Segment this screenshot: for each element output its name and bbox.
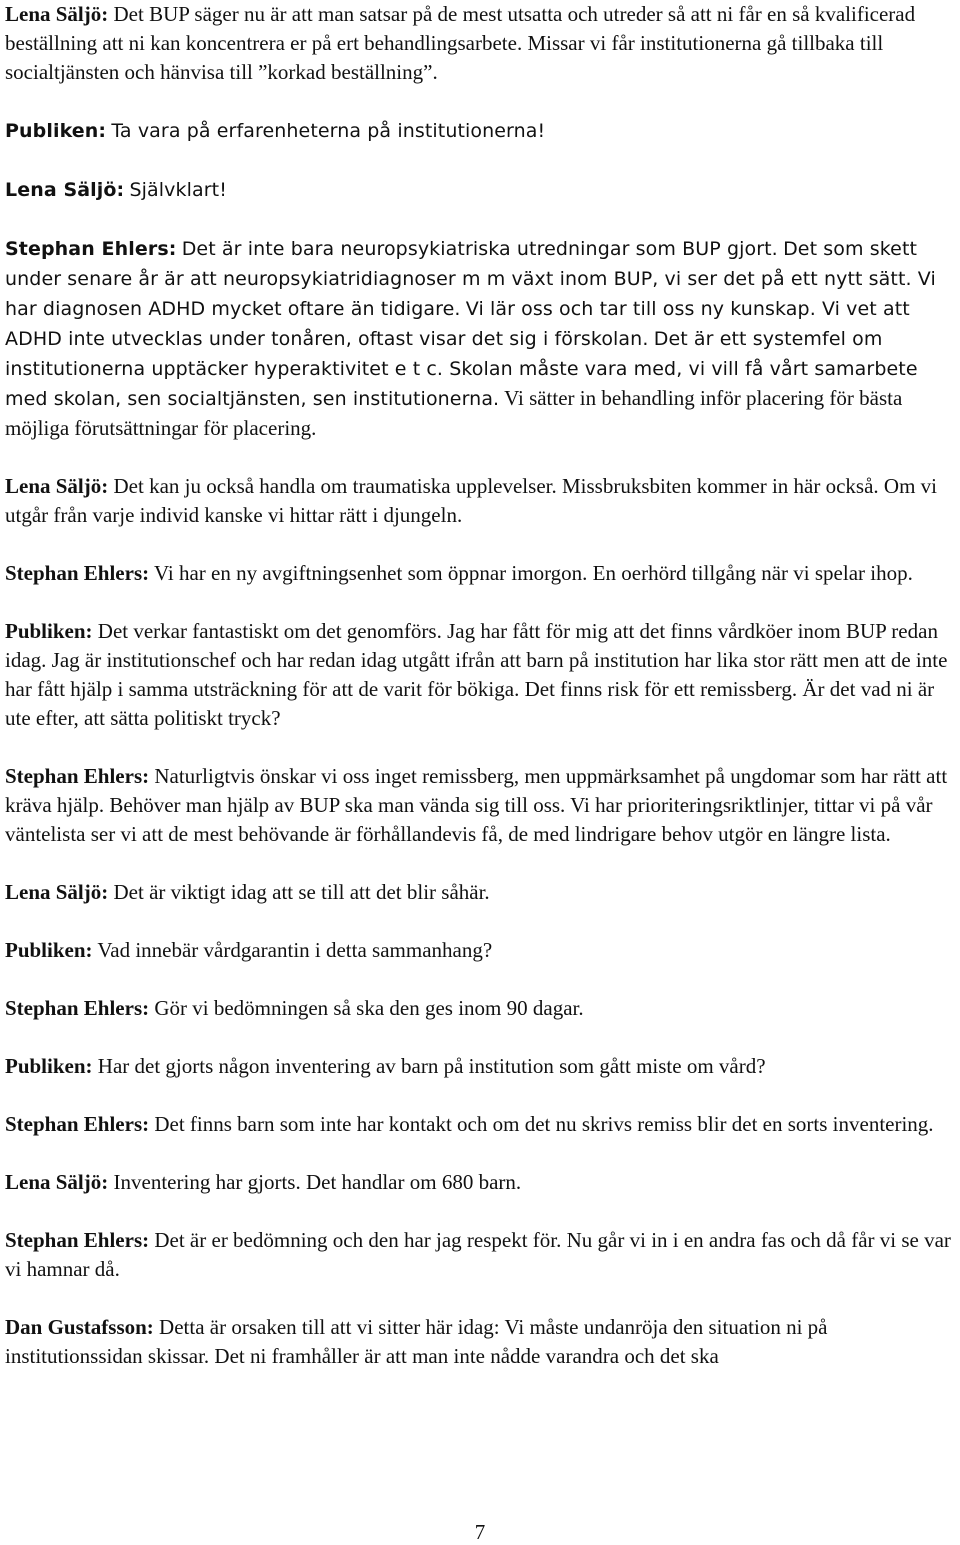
speech-text: Det BUP säger nu är att man satsar på de mest utsatta och utreder så att ni får en så kvalificerad beställning att ni kan koncentrera er på ert behandlingsarbete. Missar vi får institutionerna gå tillbaka till socialtjänsten och hänvisa till ”korkad beställning”. bbox=[5, 2, 916, 84]
speech-text: Det som skett under senare år är att neuropsykiatridiagnoser m m växt inom BUP, vi ser det på ett nytt sätt. Vi har diagnosen ADHD mycket oftare än tidigare. bbox=[5, 238, 936, 320]
speaker-name: Lena Säljö: bbox=[5, 2, 109, 26]
transcript-paragraph bbox=[5, 1052, 957, 1081]
transcript-paragraph bbox=[5, 994, 957, 1023]
transcript-paragraph bbox=[5, 878, 957, 907]
transcript-paragraph bbox=[5, 1313, 957, 1371]
speaker-name: Lena Säljö: bbox=[5, 1170, 109, 1194]
speech-text: Det finns barn som inte har kontakt och om det nu skrivs remiss blir det en sorts inventering. bbox=[154, 1112, 934, 1136]
speech-text: Ta vara på erfarenheterna på institutionerna! bbox=[111, 120, 546, 142]
transcript-paragraph bbox=[5, 1168, 957, 1197]
transcript-paragraph bbox=[5, 116, 957, 146]
speech-text: Naturligtvis önskar vi oss inget remissberg, men uppmärksamhet på ungdomar som har rätt att kräva hjälp. Behöver man hjälp av BUP ska man vända sig till oss. Vi har prioriteringsriktlinjer, tittar vi på vår väntelista ser vi att de mest behövande är förhållandevis få, de med lindrigare behov utgör en längre lista. bbox=[5, 764, 948, 846]
speaker-name: Lena Säljö: bbox=[5, 179, 125, 201]
speaker-name: Publiken: bbox=[5, 619, 93, 643]
page-number: 7 bbox=[474, 1520, 486, 1544]
speaker-name: Stephan Ehlers: bbox=[5, 764, 150, 788]
speaker-name: Lena Säljö: bbox=[5, 474, 109, 498]
transcript-paragraph bbox=[5, 617, 957, 733]
speech-text: Det kan ju också handla om traumatiska upplevelser. Missbruksbiten kommer in här också. Om vi utgår från varje individ kanske vi hittar rätt i djungeln. bbox=[5, 474, 938, 527]
speech-text: Har det gjorts någon inventering av barn på institution som gått miste om vård? bbox=[97, 1054, 766, 1078]
speaker-name: Stephan Ehlers: bbox=[5, 1228, 150, 1252]
transcript-paragraph bbox=[5, 762, 957, 849]
speech-text: Detta är orsaken till att vi sitter här idag: Vi måste undanröja den situation ni på institutionssidan skissar. Det ni framhåller är att man inte nådde varandra och det ska bbox=[5, 1315, 828, 1368]
speaker-name: Publiken: bbox=[5, 120, 107, 142]
speaker-name: Stephan Ehlers: bbox=[5, 238, 177, 260]
speaker-name: Stephan Ehlers: bbox=[5, 996, 150, 1020]
speech-text: Det är ett systemfel om institutionerna upptäcker hyperaktivitet e t c. Skolan måste vara med, vi vill få vårt samarbete med skolan, sen socialtjänsten, sen institutionerna. bbox=[5, 328, 918, 410]
speech-text: Inventering har gjorts. Det handlar om 680 barn. bbox=[113, 1170, 522, 1194]
transcript-paragraph bbox=[5, 472, 957, 530]
transcript-paragraph bbox=[5, 234, 957, 443]
speaker-name: Lena Säljö: bbox=[5, 880, 109, 904]
speaker-name: Publiken: bbox=[5, 1054, 93, 1078]
transcript-paragraph bbox=[5, 1226, 957, 1284]
speech-text: Det är inte bara neuropsykiatriska utredningar som BUP gjort. bbox=[181, 238, 778, 260]
speech-text: Självklart! bbox=[129, 179, 227, 201]
speech-text: Det är er bedömning och den har jag respekt för. Nu går vi in i en andra fas och då får vi se var vi hamnar då. bbox=[5, 1228, 951, 1281]
speech-text: Vi sätter in behandling inför placering för bästa möjliga förutsättningar för placering. bbox=[5, 386, 903, 440]
speech-text: Vi lär oss och tar till oss ny kunskap. Vi vet att ADHD inte utvecklas under tonåren, oftast visar det sig i förskolan. bbox=[5, 298, 910, 350]
speech-text: Vad innebär vårdgarantin i detta sammanhang? bbox=[97, 938, 493, 962]
speaker-name: Dan Gustafsson: bbox=[5, 1315, 154, 1339]
transcript-paragraph bbox=[5, 1110, 957, 1139]
speech-text: Vi har en ny avgiftningsenhet som öppnar imorgon. En oerhörd tillgång när vi spelar ihop. bbox=[153, 561, 913, 585]
transcript-paragraph bbox=[5, 559, 957, 588]
speech-text: Gör vi bedömningen så ska den ges inom 90 dagar. bbox=[154, 996, 584, 1020]
speech-text: Det är viktigt idag att se till att det blir såhär. bbox=[113, 880, 490, 904]
speaker-name: Stephan Ehlers: bbox=[5, 561, 150, 585]
transcript-paragraph bbox=[5, 175, 957, 205]
speaker-name: Publiken: bbox=[5, 938, 93, 962]
speech-text: Det verkar fantastiskt om det genomförs. Jag har fått för mig att det finns vårdköer inom BUP redan idag. Jag är institutionschef och har redan idag utgått ifrån att barn på institution har lika stor rätt men att de inte har fått hjälp i samma utsträckning för att de varit för bökiga. Det finns risk för ett remissberg. Är det vad ni är ute efter, att sätta politiskt tryck? bbox=[5, 619, 948, 730]
document-page bbox=[5, 0, 957, 1400]
transcript-paragraph bbox=[5, 0, 957, 87]
speaker-name: Stephan Ehlers: bbox=[5, 1112, 150, 1136]
transcript-paragraph bbox=[5, 936, 957, 965]
